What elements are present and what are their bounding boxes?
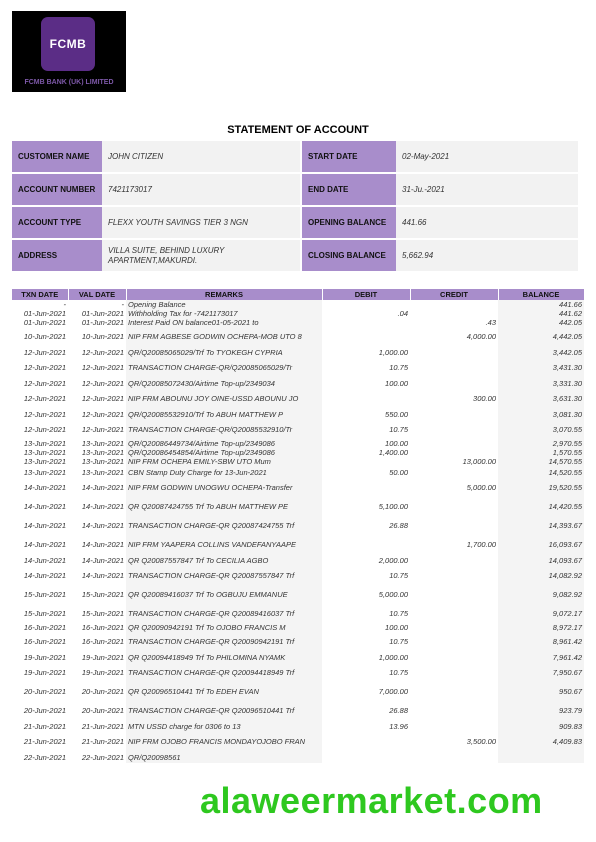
table-row — [12, 516, 584, 535]
cell-debit — [322, 318, 410, 327]
cell-debit — [322, 389, 410, 408]
cell-debit: 10.75 — [322, 420, 410, 439]
cell-remarks: QR Q20094418949 Trf To PHILOMINA NYAMK — [126, 651, 322, 663]
cell-txn-date: 21-Jun-2021 — [23, 737, 66, 746]
cell-debit — [322, 300, 410, 309]
cell-credit — [410, 300, 498, 309]
table-row — [12, 327, 584, 346]
cell-remarks: QR Q20096510441 Trf To EDEH EVAN — [126, 682, 322, 701]
cell-debit: 100.00 — [322, 377, 410, 389]
cell-remarks: QR/Q20098561 — [126, 751, 322, 763]
cell-val-date: - — [121, 300, 124, 309]
cell-remarks: QR Q20087424755 Trf To ABUH MATTHEW PE — [126, 497, 322, 516]
cell-remarks: QR/Q20086454854/Airtime Top-up/2349086 — [126, 448, 322, 457]
cell-val-date: 13-Jun-2021 — [81, 439, 124, 448]
cell-remarks: TRANSACTION CHARGE-QR/Q20085532910/Tr — [126, 420, 322, 439]
cell-credit: 300.00 — [410, 389, 498, 408]
cell-txn-date: 14-Jun-2021 — [23, 555, 66, 565]
cell-debit — [322, 327, 410, 346]
cell-credit — [410, 420, 498, 439]
cell-debit: 50.00 — [322, 466, 410, 478]
cell-credit — [410, 720, 498, 732]
cell-val-date: 14-Jun-2021 — [81, 483, 124, 492]
cell-remarks: Opening Balance — [126, 300, 322, 309]
cell-txn-date: 20-Jun-2021 — [23, 706, 66, 715]
closing-balance-label: CLOSING BALANCE — [302, 240, 396, 271]
cell-remarks: Interest Paid ON balance01-05-2021 to — [126, 318, 322, 327]
watermark-text: alaweermarket.com — [200, 780, 543, 821]
transactions-table — [12, 289, 585, 763]
cell-txn-date: 15-Jun-2021 — [23, 590, 66, 599]
cell-balance: 909.83 — [498, 720, 584, 732]
cell-val-date: 12-Jun-2021 — [81, 425, 124, 434]
cell-txn-date: 12-Jun-2021 — [23, 378, 66, 388]
cell-balance: 9,082.92 — [498, 585, 584, 604]
cell-balance: 3,631.30 — [498, 389, 584, 408]
header-balance: BALANCE — [498, 289, 584, 300]
cell-val-date: 10-Jun-2021 — [81, 332, 124, 341]
cell-balance: 1,570.55 — [498, 448, 584, 457]
cell-remarks: QR/Q20085532910/Trf To ABUH MATTHEW P — [126, 408, 322, 420]
cell-remarks: NIP FRM YAAPERA COLLINS VANDEFANYAAPE — [126, 535, 322, 554]
cell-txn-date: 13-Jun-2021 — [23, 439, 66, 448]
cell-debit — [322, 732, 410, 751]
cell-credit: 3,500.00 — [410, 732, 498, 751]
bank-logo — [12, 11, 126, 92]
cell-val-date: 16-Jun-2021 — [81, 623, 124, 632]
cell-balance: 441.62 — [498, 309, 584, 318]
cell-remarks: NIP FRM GODWIN UNOGWU OCHEPA-Transfer — [126, 478, 322, 497]
table-row — [12, 732, 584, 751]
cell-txn-date: 16-Jun-2021 — [23, 623, 66, 632]
cell-val-date: 14-Jun-2021 — [81, 540, 124, 549]
cell-balance: 9,072.17 — [498, 604, 584, 623]
address-label: ADDRESS — [12, 240, 102, 271]
cell-credit — [410, 439, 498, 448]
cell-val-date: 19-Jun-2021 — [81, 652, 124, 662]
cell-txn-date: 22-Jun-2021 — [23, 752, 66, 762]
cell-txn-date: 14-Jun-2021 — [23, 483, 66, 492]
cell-debit: 5,000.00 — [322, 585, 410, 604]
cell-val-date: 22-Jun-2021 — [81, 752, 124, 762]
cell-balance: 2,970.55 — [498, 439, 584, 448]
end-date-value: 31-Ju.-2021 — [396, 174, 578, 205]
account-number-label: ACCOUNT NUMBER — [12, 174, 102, 205]
cell-txn-date: 10-Jun-2021 — [23, 332, 66, 341]
table-row — [12, 604, 584, 623]
cell-balance: 3,431.30 — [498, 358, 584, 377]
table-row — [12, 309, 584, 318]
cell-val-date: 12-Jun-2021 — [81, 363, 124, 372]
cell-txn-date: 01-Jun-2021 — [23, 309, 66, 318]
table-row — [12, 408, 584, 420]
cell-balance: 7,961.42 — [498, 651, 584, 663]
cell-credit — [410, 663, 498, 682]
customer-name-label: CUSTOMER NAME — [12, 141, 102, 172]
cell-credit — [410, 497, 498, 516]
opening-balance-label: OPENING BALANCE — [302, 207, 396, 238]
cell-credit — [410, 448, 498, 457]
cell-txn-date: 12-Jun-2021 — [23, 347, 66, 357]
cell-val-date: 12-Jun-2021 — [81, 378, 124, 388]
cell-balance: 4,442.05 — [498, 327, 584, 346]
table-row — [12, 585, 584, 604]
cell-credit — [410, 309, 498, 318]
cell-txn-date: 21-Jun-2021 — [23, 721, 66, 731]
table-row — [12, 751, 584, 763]
cell-credit — [410, 408, 498, 420]
transactions-body — [12, 300, 584, 763]
cell-val-date: 15-Jun-2021 — [81, 609, 124, 618]
table-row — [12, 566, 584, 585]
cell-balance: 950.67 — [498, 682, 584, 701]
table-row — [12, 554, 584, 566]
cell-txn-date: 16-Jun-2021 — [23, 637, 66, 646]
opening-balance-value: 441.66 — [396, 207, 578, 238]
cell-debit: 10.75 — [322, 663, 410, 682]
cell-balance: 3,331.30 — [498, 377, 584, 389]
cell-txn-date: 13-Jun-2021 — [23, 457, 66, 466]
end-date-label: END DATE — [302, 174, 396, 205]
cell-debit: 26.88 — [322, 701, 410, 720]
statement-title: STATEMENT OF ACCOUNT — [227, 124, 369, 136]
cell-txn-date: 14-Jun-2021 — [23, 571, 66, 580]
cell-remarks: NIP FRM ABOUNU JOY OINE-USSD ABOUNU JO — [126, 389, 322, 408]
cell-remarks: TRANSACTION CHARGE-QR/Q20085065029/Tr — [126, 358, 322, 377]
cell-txn-date: 20-Jun-2021 — [23, 687, 66, 696]
cell-balance: 16,093.67 — [498, 535, 584, 554]
cell-credit — [410, 566, 498, 585]
table-row — [12, 439, 584, 448]
header-remarks: REMARKS — [126, 289, 322, 300]
cell-balance: 442.05 — [498, 318, 584, 327]
cell-txn-date: 12-Jun-2021 — [23, 425, 66, 434]
cell-credit — [410, 358, 498, 377]
cell-debit: 550.00 — [322, 408, 410, 420]
header-txn-date: TXN DATE — [12, 289, 68, 300]
cell-credit: 5,000.00 — [410, 478, 498, 497]
table-row — [12, 651, 584, 663]
cell-debit: 2,000.00 — [322, 554, 410, 566]
account-number-value: 7421173017 — [102, 174, 300, 205]
table-row — [12, 720, 584, 732]
cell-remarks: NIP FRM OJOBO FRANCIS MONDAYOJOBO FRAN — [126, 732, 322, 751]
closing-balance-value: 5,662.94 — [396, 240, 578, 271]
cell-balance: 441.66 — [498, 300, 584, 309]
cell-txn-date: 15-Jun-2021 — [23, 609, 66, 618]
cell-credit — [410, 682, 498, 701]
account-type-value: FLEXX YOUTH SAVINGS TIER 3 NGN — [102, 207, 300, 238]
cell-txn-date: 14-Jun-2021 — [23, 540, 66, 549]
cell-val-date: 01-Jun-2021 — [81, 318, 124, 327]
header-val-date: VAL DATE — [68, 289, 126, 300]
cell-txn-date: 01-Jun-2021 — [23, 318, 66, 327]
cell-credit — [410, 585, 498, 604]
start-date-value: 02-May-2021 — [396, 141, 578, 172]
table-row — [12, 318, 584, 327]
cell-credit: .43 — [410, 318, 498, 327]
cell-debit: 5,100.00 — [322, 497, 410, 516]
table-row — [12, 300, 584, 309]
cell-balance — [498, 751, 584, 763]
logo-mark-text: FCMB — [49, 37, 87, 51]
table-row — [12, 466, 584, 478]
cell-credit: 13,000.00 — [410, 457, 498, 466]
cell-val-date: 12-Jun-2021 — [81, 347, 124, 357]
cell-debit: 10.75 — [322, 604, 410, 623]
cell-debit — [322, 478, 410, 497]
table-row — [12, 457, 584, 466]
cell-val-date: 12-Jun-2021 — [81, 409, 124, 419]
cell-remarks: QR Q20087557847 Trf To CECILIA AGBO — [126, 554, 322, 566]
cell-balance: 8,972.17 — [498, 623, 584, 632]
cell-credit — [410, 554, 498, 566]
cell-credit — [410, 632, 498, 651]
cell-credit — [410, 701, 498, 720]
cell-balance: 14,420.55 — [498, 497, 584, 516]
cell-balance: 14,093.67 — [498, 554, 584, 566]
cell-balance: 3,081.30 — [498, 408, 584, 420]
cell-txn-date: 12-Jun-2021 — [23, 409, 66, 419]
cell-credit — [410, 346, 498, 358]
cell-val-date: 21-Jun-2021 — [81, 737, 124, 746]
table-row — [12, 623, 584, 632]
table-row — [12, 389, 584, 408]
cell-val-date: 16-Jun-2021 — [81, 637, 124, 646]
cell-debit: 1,000.00 — [322, 346, 410, 358]
start-date-label: START DATE — [302, 141, 396, 172]
table-row — [12, 535, 584, 554]
cell-txn-date: 14-Jun-2021 — [23, 502, 66, 511]
address-value: VILLA SUITE, BEHIND LUXURY APARTMENT,MAKURDI. — [102, 240, 300, 271]
cell-txn-date: 14-Jun-2021 — [23, 521, 66, 530]
table-row — [12, 420, 584, 439]
cell-txn-date: 13-Jun-2021 — [23, 467, 66, 477]
cell-remarks: MTN USSD charge for 0306 to 13 — [126, 720, 322, 732]
table-row — [12, 448, 584, 457]
cell-val-date: 13-Jun-2021 — [81, 448, 124, 457]
cell-remarks: TRANSACTION CHARGE-QR Q20089416037 Trf — [126, 604, 322, 623]
cell-remarks: Withholding Tax for -7421173017 — [126, 309, 322, 318]
cell-balance: 923.79 — [498, 701, 584, 720]
cell-balance: 14,082.92 — [498, 566, 584, 585]
cell-debit: 10.75 — [322, 358, 410, 377]
cell-balance: 4,409.83 — [498, 732, 584, 751]
cell-val-date: 19-Jun-2021 — [81, 668, 124, 677]
cell-remarks: TRANSACTION CHARGE-QR Q20094418949 Trf — [126, 663, 322, 682]
table-row — [12, 682, 584, 701]
cell-val-date: 14-Jun-2021 — [81, 571, 124, 580]
fcmb-logo-mark — [41, 17, 95, 71]
cell-val-date: 12-Jun-2021 — [81, 394, 124, 403]
cell-txn-date: 19-Jun-2021 — [23, 652, 66, 662]
cell-credit — [410, 623, 498, 632]
account-type-label: ACCOUNT TYPE — [12, 207, 102, 238]
cell-credit — [410, 377, 498, 389]
cell-val-date: 13-Jun-2021 — [81, 457, 124, 466]
cell-debit: 1,400.00 — [322, 448, 410, 457]
cell-balance: 14,570.55 — [498, 457, 584, 466]
cell-debit: 1,000.00 — [322, 651, 410, 663]
table-header-row — [12, 289, 584, 300]
table-row — [12, 346, 584, 358]
table-row — [12, 701, 584, 720]
cell-balance: 14,520.55 — [498, 466, 584, 478]
table-row — [12, 377, 584, 389]
cell-debit: 100.00 — [322, 623, 410, 632]
cell-debit: 10.75 — [322, 566, 410, 585]
cell-val-date: 14-Jun-2021 — [81, 555, 124, 565]
cell-remarks: QR/Q20086449734/Airtime Top-up/2349086 — [126, 439, 322, 448]
header-debit: DEBIT — [322, 289, 410, 300]
cell-balance: 3,070.55 — [498, 420, 584, 439]
logo-bank-name: FCMB BANK (UK) LIMITED — [24, 79, 114, 86]
cell-balance: 14,393.67 — [498, 516, 584, 535]
cell-val-date: 01-Jun-2021 — [81, 309, 124, 318]
cell-debit: .04 — [322, 309, 410, 318]
cell-credit: 1,700.00 — [410, 535, 498, 554]
cell-balance: 8,961.42 — [498, 632, 584, 651]
cell-remarks: QR Q20090942191 Trf To OJOBO FRANCIS M — [126, 623, 322, 632]
cell-credit: 4,000.00 — [410, 327, 498, 346]
cell-remarks: QR/Q20085065029/Trf To TYOKEGH CYPRIA — [126, 346, 322, 358]
cell-debit — [322, 535, 410, 554]
cell-txn-date: 19-Jun-2021 — [23, 668, 66, 677]
cell-debit — [322, 751, 410, 763]
cell-credit — [410, 516, 498, 535]
table-row — [12, 632, 584, 651]
cell-remarks: TRANSACTION CHARGE-QR Q20090942191 Trf — [126, 632, 322, 651]
cell-remarks: QR/Q20085072430/Airtime Top-up/2349034 — [126, 377, 322, 389]
cell-val-date: 20-Jun-2021 — [81, 706, 124, 715]
cell-val-date: 14-Jun-2021 — [81, 502, 124, 511]
cell-debit: 10.75 — [322, 632, 410, 651]
cell-val-date: 20-Jun-2021 — [81, 687, 124, 696]
table-row — [12, 478, 584, 497]
cell-remarks: NIP FRM OCHEPA EMILY-SBW UTO Mum — [126, 457, 322, 466]
cell-txn-date: 12-Jun-2021 — [23, 363, 66, 372]
cell-val-date: 15-Jun-2021 — [81, 590, 124, 599]
cell-remarks: NIP FRM AGBESE GODWIN OCHEPA-MOB UTO 8 — [126, 327, 322, 346]
cell-val-date: 14-Jun-2021 — [81, 521, 124, 530]
cell-balance: 7,950.67 — [498, 663, 584, 682]
cell-debit — [322, 457, 410, 466]
cell-debit: 7,000.00 — [322, 682, 410, 701]
cell-remarks: CBN Stamp Duty Charge for 13-Jun-2021 — [126, 466, 322, 478]
cell-credit — [410, 604, 498, 623]
cell-credit — [410, 466, 498, 478]
cell-credit — [410, 751, 498, 763]
cell-remarks: TRANSACTION CHARGE-QR Q20096510441 Trf — [126, 701, 322, 720]
cell-val-date: 13-Jun-2021 — [81, 467, 124, 477]
cell-debit: 100.00 — [322, 439, 410, 448]
cell-txn-date: 13-Jun-2021 — [23, 448, 66, 457]
customer-name-value: JOHN CITIZEN — [102, 141, 300, 172]
cell-val-date: 21-Jun-2021 — [81, 721, 124, 731]
cell-remarks: TRANSACTION CHARGE-QR Q20087424755 Trf — [126, 516, 322, 535]
table-row — [12, 497, 584, 516]
cell-remarks: QR Q20089416037 Trf To OGBUJU EMMANUE — [126, 585, 322, 604]
cell-txn-date: 12-Jun-2021 — [23, 394, 66, 403]
cell-balance: 3,442.05 — [498, 346, 584, 358]
cell-credit — [410, 651, 498, 663]
table-row — [12, 358, 584, 377]
table-row — [12, 663, 584, 682]
cell-remarks: TRANSACTION CHARGE-QR Q20087557847 Trf — [126, 566, 322, 585]
cell-debit: 26.88 — [322, 516, 410, 535]
header-credit: CREDIT — [410, 289, 498, 300]
cell-txn-date: - — [63, 300, 66, 309]
cell-balance: 19,520.55 — [498, 478, 584, 497]
cell-debit: 13.96 — [322, 720, 410, 732]
